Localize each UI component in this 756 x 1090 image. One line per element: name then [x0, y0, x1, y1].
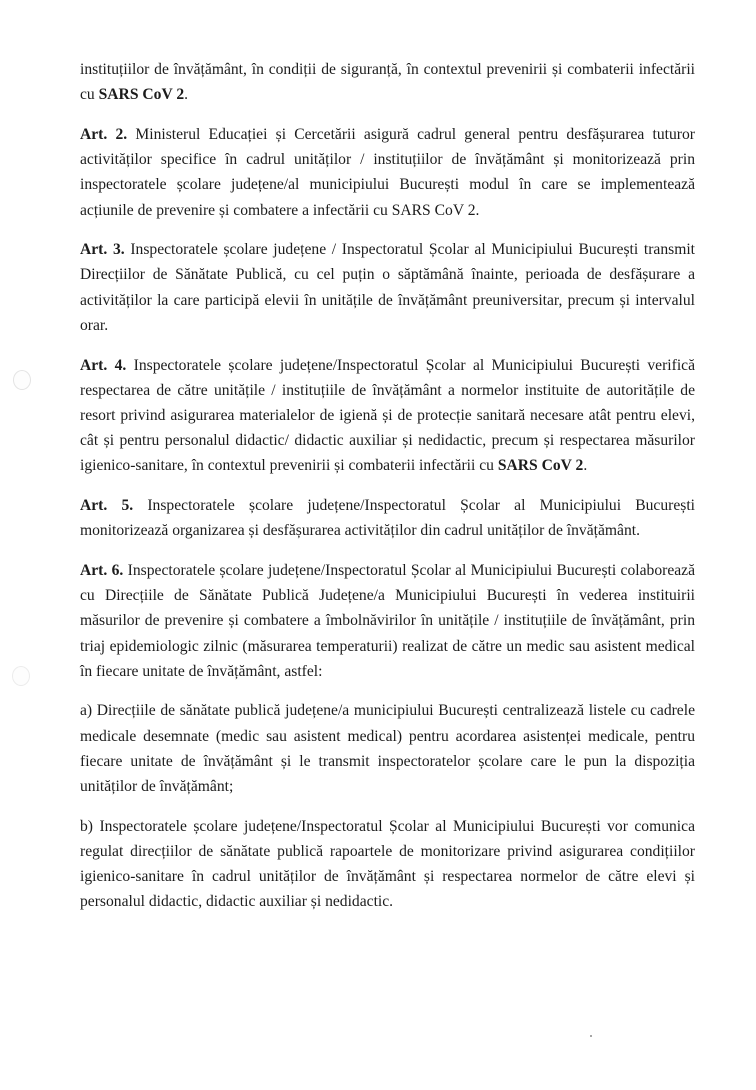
article-text: .: [583, 457, 588, 475]
paragraph-text: .: [184, 86, 189, 104]
article-text: Inspectoratele școlare județene/Inspectoratul Școlar al Municipiului București colaborează cu Direcțiile de Sănătate Publică Județene/a Municipiului București în vederea instituirii măsurilor de prevenire și combatere a îmbolnăvirilor în unitățile / instituțiile de învățământ, prin triaj epidemiologic zilnic (măsurarea temperaturii) realizat de către un medic sau asistent medical în fiecare unitate de învățământ, astfel:: [80, 561, 696, 680]
subpoint-b: b) Inspectoratele școlare județene/Inspectoratul Școlar al Municipiului București vor comunica regulat direcțiilor de sănătate publică rapoartele de monitorizare privind asigurarea condițiilor igienico-sanitare în cadrul unităților de învățământ și respectarea normelor de către elevi și personalul didactic, didactic auxiliar și nedidactic.: [80, 817, 695, 911]
article-label: Art. 5.: [80, 497, 134, 515]
punch-hole-mark: [13, 370, 31, 390]
subpoint-a: a) Direcțiile de sănătate publică județene/a municipiului București centralizează listele cu cadrele medicale desemnate (medic sau asistent medical) pentru acordarea asistenței medicale, pentru fiecare unitate de învățământ și le transmit inspectoratelor școlare care le pun la dispoziția unităților de învățământ;: [80, 702, 695, 796]
document-page: [80, 57, 695, 929]
article-3: [80, 237, 695, 338]
article-label: Art. 6.: [80, 561, 124, 579]
article-label: Art. 2.: [80, 125, 128, 143]
paragraph-text: instituțiilor de învățământ, în condiții de siguranță, în contextul prevenirii și combaterii infectării cu: [80, 61, 695, 104]
article-text: Ministerul Educației și Cercetării asigură cadrul general pentru desfășurarea tuturor activităților specifice în cadrul unităților / instituțiilor de învățământ și monitorizează prin inspectoratele școlare județene/al municipiului București modul în care se implementează acțiunile de prevenire și combatere a infectării cu SARS CoV 2.: [80, 125, 695, 219]
article-4: [80, 353, 695, 479]
article-label: Art. 4.: [80, 356, 127, 374]
article-2: [80, 122, 695, 223]
continuation-paragraph: [80, 57, 695, 107]
punch-hole-mark: [12, 666, 30, 686]
scan-artifact-dot: [590, 1035, 592, 1037]
bold-term: SARS CoV 2: [497, 457, 584, 475]
article-label: Art. 3.: [80, 241, 125, 259]
article-6: [80, 558, 695, 684]
bold-term: SARS CoV 2: [98, 86, 185, 104]
article-text: Inspectoratele școlare județene/Inspectoratul Școlar al Municipiului București verifică respectarea de către unitățile / instituțiile de învățământ a normelor instituite de autoritățile de resort privind asigurarea materialelor de igienă și de protecție sanitară necesare atât pentru elevi, cât și pentru personalul didactic/ didactic auxiliar și nedidactic, precum și respectarea măsurilor igienico-sanitare, în contextul prevenirii și combaterii infectării cu: [80, 356, 696, 475]
article-5: [80, 493, 695, 543]
article-text: Inspectoratele școlare județene / Inspectoratul Școlar al Municipiului București transmit Direcțiilor de Sănătate Publică, cu cel puțin o săptămână înainte, perioada de desfășurare a activităților la care participă elevii în unitățile de învățământ preuniversitar, precum și intervalul orar.: [80, 241, 695, 334]
article-text: Inspectoratele școlare județene/Inspectoratul Școlar al Municipiului București monitorizează organizarea și desfășurarea activităților din cadrul unităților de învățământ.: [80, 497, 695, 540]
